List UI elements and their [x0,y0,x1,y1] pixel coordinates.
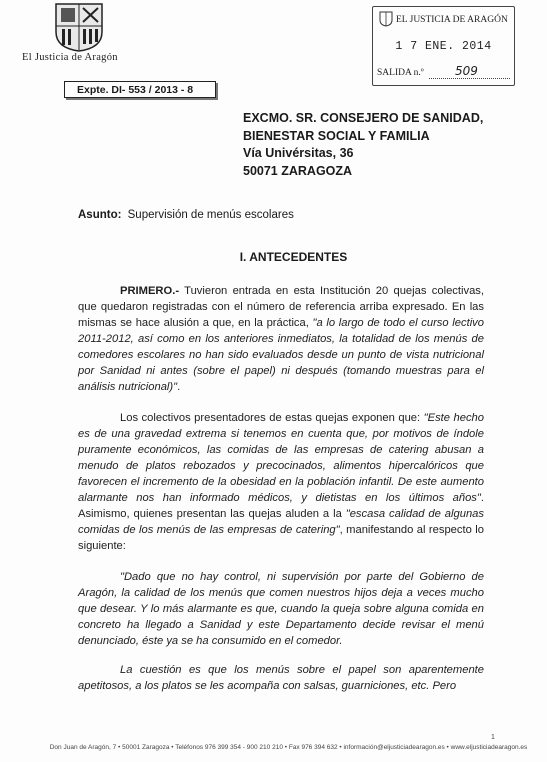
paragraph-lead: PRIMERO.- [120,285,180,297]
paragraph-quote: "escasa calidad de algunas comidas de los menús de las empresas de catering" [78,508,484,536]
stamp-salida-label: SALIDA n.º [377,68,424,78]
address-line-4: 50071 ZARAGOZA [243,164,353,179]
paragraph-text: . Asimismo, quienes presentan las quejas aluden a la [78,492,484,520]
paragraph-primero [78,283,484,395]
subject-line [78,209,294,221]
page-number: 1 [491,734,495,741]
paragraph-text: , manifestando al respecto lo siguiente: [78,524,484,552]
paragraph-quote: "a lo largo de todo el curso lectivo 2011-2012, así como en los anteriores inmediatos, la totalidad de los menús de comedores escolares no han sido evaluados desde un punto de vista nutricional por Sanidad ni antes (sobre el papel) ni después (tomando muestras para el análisis nutricional)" [78,317,484,393]
stamp-salida-number: 509 [455,64,478,78]
paragraph-text: . [177,381,181,393]
stamp-title: EL JUSTICIA DE ARAGÓN [396,15,508,25]
paragraph-quote: "Este hecho es de una gravedad extrema si tenemos en cuenta que, por motivos de índole puramente económicos, las comidas de las empresas de catering abusan a menudo de platos rebozados y precocinados, alimentos hipercalóricos que favorecen el incremento de la obesidad en la población infantil. De este aumento alarmante nos han informado médicos, y dietistas en los últimos años" [78,412,484,504]
address-line-2: BIENESTAR SOCIAL Y FAMILIA [243,128,430,143]
section-heading: I. ANTECEDENTES [239,250,348,264]
subject-label: Asunto: [78,209,122,221]
expediente-reference: Expte. DI- 553 / 2013 - 8 [64,81,216,98]
paragraph-quote: La cuestión es que los menús sobre el papel son aparentemente apetitosos, a los platos se les acompaña con salsas, guarniciones, etc. Pero [78,664,484,692]
paragraph-quoted-block [78,569,484,649]
paragraph-colectivos [78,410,484,554]
address-line-3: Vía Univérsitas, 36 [243,146,354,161]
paragraph-text: Los colectivos presentadores de estas quejas exponen que: [120,412,424,424]
letterhead-footer: Don Juan de Aragón, 7 • 50001 Zaragoza • Teléfonos 976 399 354 - 900 210 210 • Fax 976 394 632 • información@eljusticiadearagon.es • www.eljusticiadearagon.es [49,744,528,751]
stamp-crest-icon [379,11,393,27]
paragraph-continuation [78,662,484,694]
paragraph-quote: "Dado que no hay control, ni supervisión por parte del Gobierno de Aragón, la calidad de los menús que comen nuestros hijos deja a veces mucho que desear. Y lo más alarmante es que, cuando la queja sobre alguna comida en concreto ha llegado a Sanidad y este Departamento decide revisar el menú denunciado, éste ya se ha consumido en el comedor. [78,571,484,647]
stamp-number-line [429,78,510,79]
registry-stamp [372,6,515,86]
subject-text: Supervisión de menús escolares [127,209,294,221]
coat-of-arms-logo [52,2,106,52]
paragraph-text: Tuvieron entrada en esta Institución 20 quejas colectivas, que quedaron registradas con el número de referencia arriba expresado. En las mismas se hace alusión a que, en la práctica, [78,285,484,329]
stamp-date: 1 7 ENE. 2014 [395,40,492,53]
address-line-1: EXCMO. SR. CONSEJERO DE SANIDAD, [243,111,484,125]
organization-name: El Justicia de Aragón [22,52,118,63]
recipient-address [243,110,483,181]
